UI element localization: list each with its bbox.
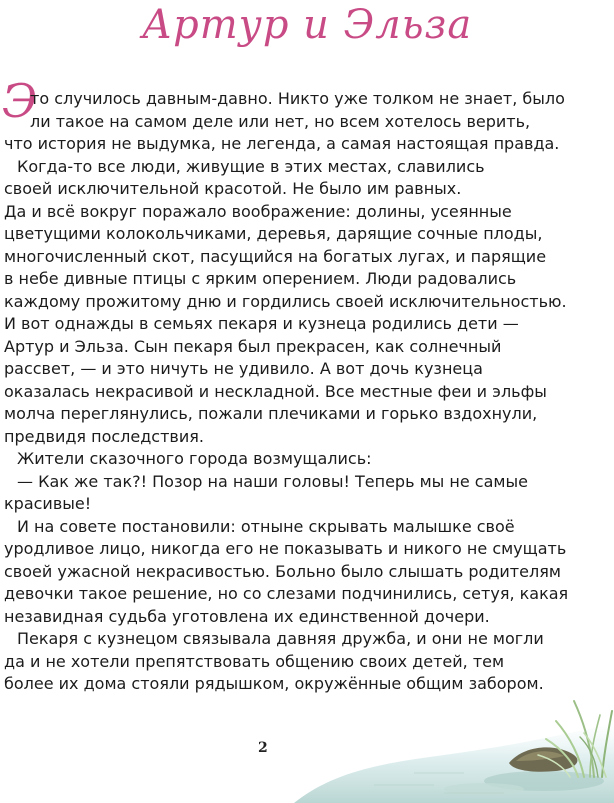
text-line: Когда-то все люди, живущие в этих местах, славились xyxy=(17,156,485,176)
page-title: Артур и Эльза xyxy=(141,2,473,48)
text-line: — Как же так?! Позор на наши головы! Теперь мы не самые xyxy=(17,471,528,491)
text-line: многочисленный скот, пасущийся на богатых лугах, и парящие xyxy=(4,246,547,266)
text-line: в небе дивные птицы с ярким оперением. Люди радовались xyxy=(4,269,517,288)
text-line: девочки такое решение, но со слезами подчинились, сетуя, какая xyxy=(4,584,569,603)
text-line: молча переглянулись, пожали плечиками и горько вздохнули, xyxy=(4,404,538,423)
text-line: оказалась некрасивой и нескладной. Все местные феи и эльфы xyxy=(4,381,547,401)
drop-cap: Э xyxy=(2,74,38,128)
text-line: Да и всё вокруг поражало воображение: долины, усеянные xyxy=(4,201,512,221)
text-line: то случилось давным-давно. Никто уже толком не знает, было xyxy=(30,89,565,108)
text-line: более их дома стояли рядышком, окружённые общим забором. xyxy=(4,674,544,693)
text-line: да и не хотели препятствовать общению своих детей, тем xyxy=(4,651,505,671)
grass-water-illustration xyxy=(294,693,614,803)
text-line: И на совете постановили: отныне скрывать малышке своё xyxy=(17,516,515,536)
text-line: своей исключительной красотой. Не было им равных. xyxy=(4,179,462,198)
text-line: предвидя последствия. xyxy=(4,426,204,446)
text-line: рассвет, — и это ничуть не удивило. А вот дочь кузнеца xyxy=(4,359,483,378)
text-line: что история не выдумка, не легенда, а самая настоящая правда. xyxy=(4,134,560,153)
text-line: цветущими колокольчиками, деревья, дарящие сочные плоды, xyxy=(4,224,543,243)
text-line: незавидная судьба уготовлена их единственной дочери. xyxy=(4,606,490,626)
text-line: красивые! xyxy=(4,494,92,513)
page-number: 2 xyxy=(258,740,268,756)
text-line: своей ужасной некрасивостью. Больно было слышать родителям xyxy=(4,561,561,581)
text-line: каждому прожитому дню и гордились своей исключительностью. xyxy=(4,291,567,311)
text-line: Артур и Эльза. Сын пекаря был прекрасен, как солнечный xyxy=(4,336,502,356)
text-line: И вот однажды в семьях пекаря и кузнеца родились дети — xyxy=(4,314,519,333)
text-line: ли такое на самом деле или нет, но всем хотелось верить, xyxy=(30,111,531,131)
text-line: Пекаря с кузнецом связывала давняя дружба, и они не могли xyxy=(17,629,544,648)
text-line: уродливое лицо, никогда его не показывать и никого не смущать xyxy=(4,539,567,558)
text-line: Жители сказочного города возмущались: xyxy=(17,449,372,468)
